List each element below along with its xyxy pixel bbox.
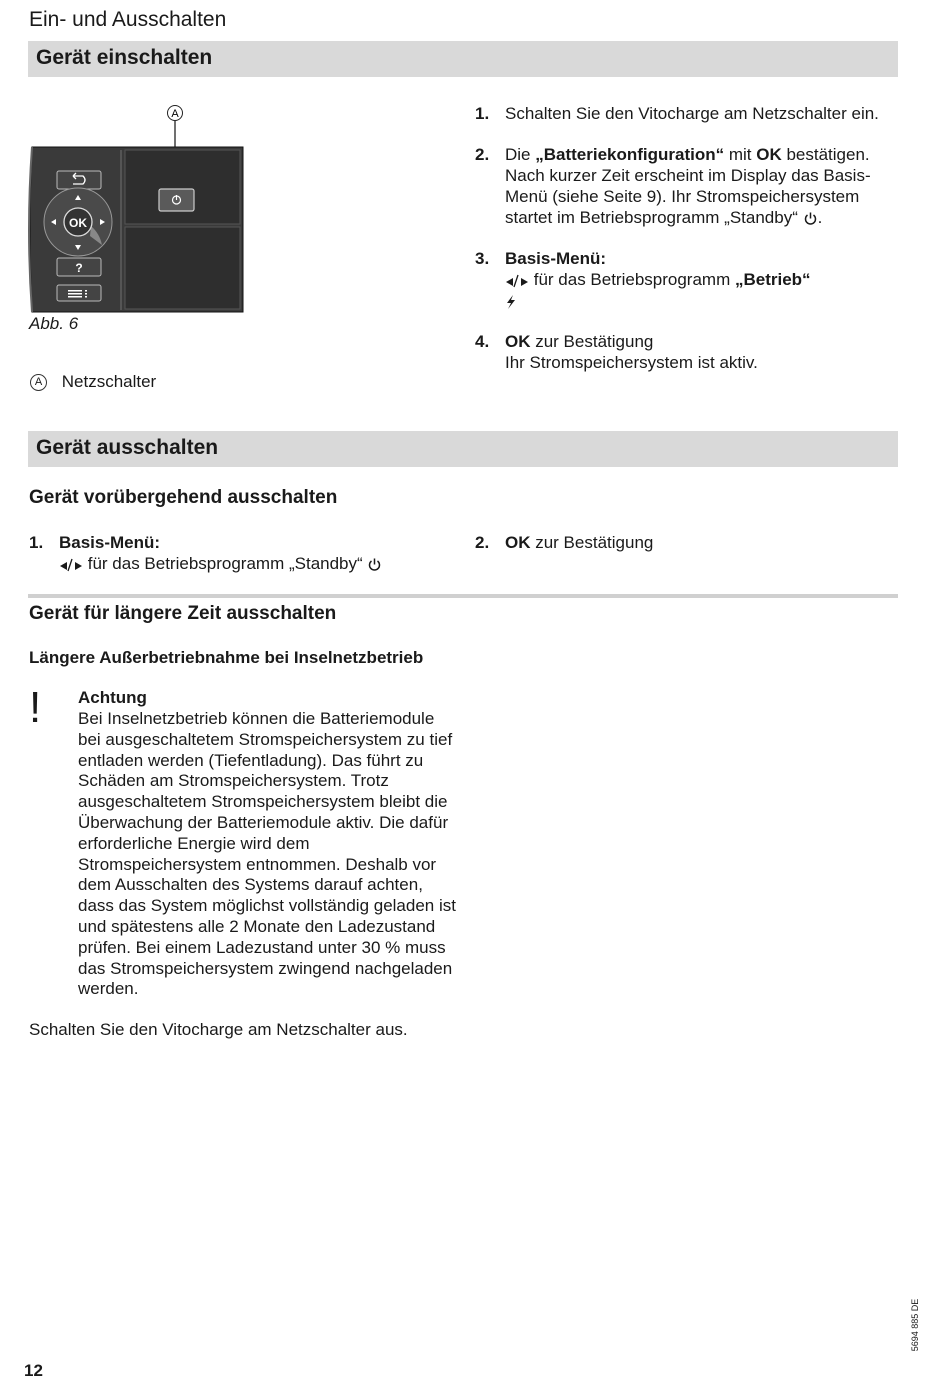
step-number: 2. — [475, 533, 490, 552]
step-text: Nach kurzer Zeit erscheint im Display das Basis-Menü (siehe Seite 9). Ihr Stromspeichersystem startet im Betriebsprogramm „Standby“ — [505, 166, 871, 227]
off-step-2 — [475, 532, 905, 553]
step-1 — [475, 103, 905, 124]
section-header-einschalten — [28, 41, 898, 77]
step-3 — [475, 248, 905, 311]
step-number: 3. — [475, 249, 490, 268]
ok-button-label: OK — [69, 216, 87, 230]
legend-item — [30, 372, 156, 392]
step-text: mit — [724, 145, 757, 164]
step-number: 4. — [475, 332, 490, 351]
final-instruction: Schalten Sie den Vitocharge am Netzschalter aus. — [29, 1020, 408, 1039]
ok-label: OK — [505, 332, 531, 351]
subsection-title-long: Gerät für längere Zeit ausschalten — [29, 603, 337, 624]
callout-letter: A — [171, 108, 179, 120]
step-text: für das Betriebsprogramm — [529, 270, 735, 289]
step-text: Die — [505, 145, 536, 164]
warning-body: Bei Inselnetzbetrieb können die Batteriemodule bei ausgeschaltetem Stromspeichersystem zu tief entladen werden (Tiefentladung). Das führt zu Schäden am Stromspeichersystem. Trotz ausgeschaltetem Stromspeichersystem bleibt die Überwachung der Batteriemodule aktiv. Die dafür erforderliche Energie wird dem Stromspeichersystem entnommen. Deshalb vor dem Ausschalten des Systems darauf achten, dass das System möglichst vollständig geladen ist und spätestens alle 2 Monate den Ladezustand prüfen. Bei einem Ladezustand unter 30 % muss das Stromspeichersystem zwingend nachgeladen werden. — [78, 709, 456, 999]
step-text: bestätigen. — [781, 145, 870, 164]
lightning-icon — [505, 294, 517, 310]
step-4 — [475, 331, 905, 373]
off-step-1 — [29, 532, 459, 574]
battery-config-label: „Batteriekonfiguration“ — [535, 145, 725, 164]
step-text: zur Bestätigung — [530, 533, 654, 552]
ok-label: OK — [505, 533, 531, 552]
power-icon — [367, 557, 382, 572]
step-text: Schalten Sie den Vitocharge am Netzschalter ein. — [505, 104, 879, 123]
betrieb-label: „Betrieb“ — [734, 270, 811, 289]
ok-label: OK — [756, 145, 782, 164]
figure-caption: Abb. 6 — [29, 314, 79, 333]
step-text: zur Bestätigung — [530, 332, 654, 351]
step-number: 1. — [29, 533, 44, 552]
document-code: 5694 885 DE — [910, 1298, 920, 1352]
chapter-title: Ein- und Ausschalten — [29, 8, 227, 31]
left-right-arrow-icon — [505, 274, 529, 288]
section-title: Gerät einschalten — [36, 46, 213, 69]
section-header-ausschalten — [28, 431, 898, 467]
warning-title: Achtung — [78, 688, 147, 707]
basis-menu-label: Basis-Menü: — [59, 533, 161, 552]
step-number: 1. — [475, 104, 490, 123]
subsection-title-temporary: Gerät vorübergehend ausschalten — [29, 487, 338, 508]
step-text: für das Betriebsprogramm „Standby“ — [83, 554, 363, 573]
control-panel-figure — [28, 100, 248, 315]
control-panel-illustration — [28, 100, 248, 315]
subsection-subtitle: Längere Außerbetriebnahme bei Inselnetzbetrieb — [29, 648, 424, 667]
help-button-label: ? — [75, 261, 83, 275]
section-title: Gerät ausschalten — [36, 436, 219, 459]
step-2: 2. Die „Batteriekonfiguration“ mit OK bestätigen. Nach kurzer Zeit erscheint im Display das Basis-Menü (siehe Seite 9). Ihr Stromspeichersystem startet im Betriebsprogramm „Standby“ . — [475, 145, 871, 227]
step-text: Ihr Stromspeichersystem ist aktiv. — [505, 353, 758, 372]
section-divider — [28, 594, 898, 598]
warning-icon: ! — [29, 683, 42, 732]
left-right-arrow-icon — [59, 558, 83, 572]
basis-menu-label: Basis-Menü: — [505, 249, 607, 268]
step-number: 2. — [475, 145, 490, 164]
legend-letter: A — [30, 374, 47, 391]
legend-text: Netzschalter — [61, 372, 157, 391]
power-icon — [803, 211, 818, 226]
page-number: 12 — [24, 1361, 43, 1380]
